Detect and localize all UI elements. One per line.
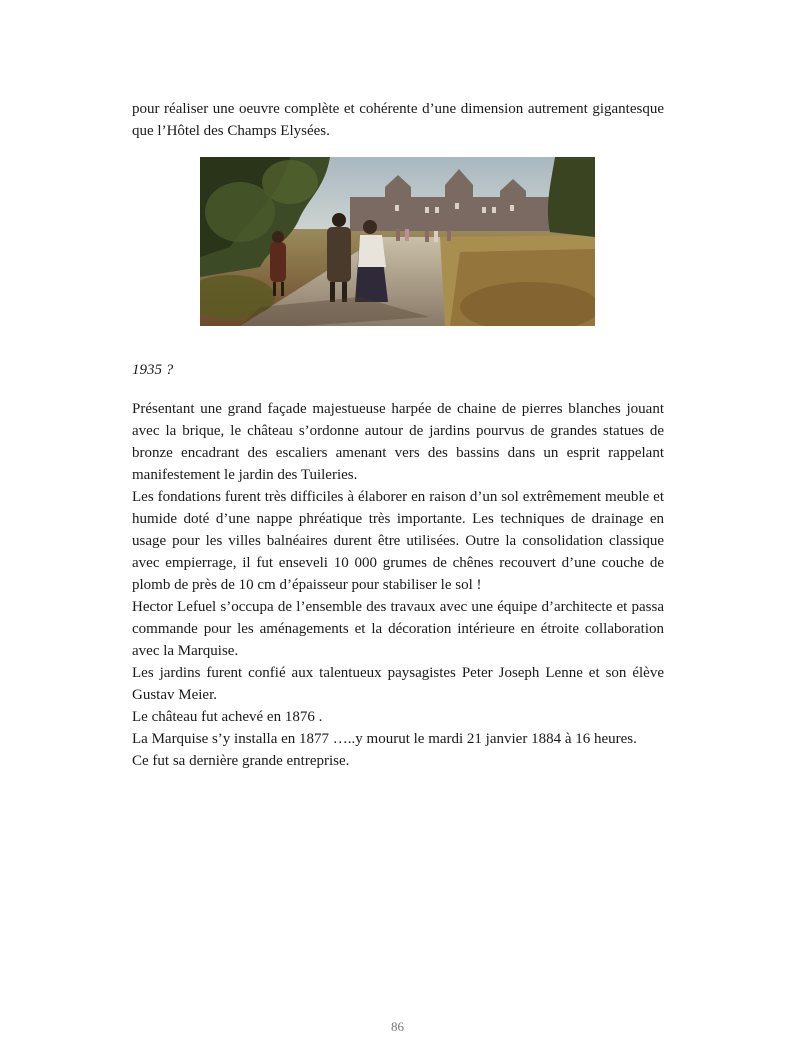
photo-caption: 1935 ?	[132, 362, 174, 378]
paragraph: Ce fut sa dernière grande entreprise.	[132, 753, 350, 769]
intro-paragraph	[132, 98, 664, 142]
paragraph: Les fondations furent très difficiles à élaborer en raison d’un sol extrêmement meuble et humide doté d’une nappe phréatique très importante. Les techniques de drainage en usage pour les villes balnéaires durent être utilisées. Outre la consolidation classique avec empierrage, il fut enseveli 10 000 grumes de chênes recouvert d’une couche de plomb de près de 10 cm d’épaisseur pour stabiliser le sol !	[132, 489, 664, 593]
chateau-photo	[200, 157, 595, 326]
paragraph: Les jardins furent confié aux talentueux paysagistes Peter Joseph Lenne et son élève Gustav Meier.	[132, 665, 664, 703]
paragraph: La Marquise s’y installa en 1877 …..y mourut le mardi 21 janvier 1884 à 16 heures.	[132, 731, 637, 747]
paragraph: Le château fut achevé en 1876 .	[132, 709, 323, 725]
page-number: 86	[391, 1019, 404, 1034]
paragraph: Présentant une grand façade majestueuse harpée de chaine de pierres blanches jouant avec la brique, le château s’ordonne autour de jardins pourvus de grandes statues de bronze encadrant des escaliers amenant vers des bassins dans un esprit rappelant manifestement le jardin des Tuileries.	[132, 401, 664, 483]
intro-text: pour réaliser une oeuvre complète et cohérente d’une dimension autrement gigantesque que l’Hôtel des Champs Elysées.	[132, 101, 664, 139]
body-text	[132, 398, 664, 772]
paragraph: Hector Lefuel s’occupa de l’ensemble des travaux avec une équipe d’architecte et passa commande pour les aménagements et la décoration intérieure en étroite collaboration avec la Marquise.	[132, 599, 664, 659]
